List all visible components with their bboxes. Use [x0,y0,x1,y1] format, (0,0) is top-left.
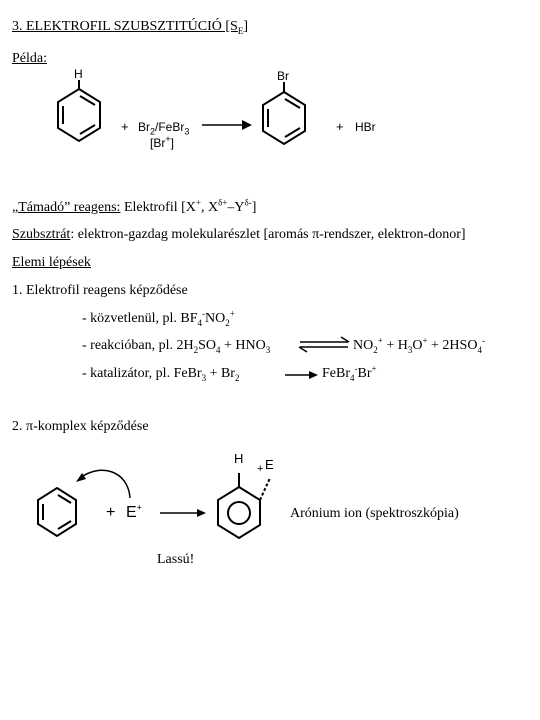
reagent-label [138,119,189,135]
bromonium-charge: + [165,134,171,144]
direct-text: - közvetlenül, pl. BF [82,311,198,326]
forward-arrow [160,509,206,517]
hydrogen-label: H [74,67,83,81]
equilibrium-arrows [299,337,349,352]
inreaction-rs2: 3 [407,344,413,355]
step2-title: 2. π-komplex képződése [12,419,149,434]
direct-sup2: + [229,308,235,319]
in-reaction-line-left [82,338,270,354]
bromonium-label [150,135,174,151]
inreaction-r4: + 2HSO [427,338,478,353]
arenium-ion-ring [218,473,270,538]
substrate-line [12,227,466,243]
attacking-sup2: δ+ [218,197,228,208]
arenium-e-label: E [265,457,274,472]
inreaction-rsup3: - [481,335,485,346]
inreaction-s3: 3 [265,344,271,355]
arenium-hydrogen-label: H [234,451,244,466]
catalyst-s1: 3 [201,372,207,383]
electrophile-e: E [126,504,137,521]
attacking-end: ] [251,200,257,215]
inreaction-right: NO [353,338,374,353]
inreaction-rs3: 4 [477,344,482,355]
inreaction-r2: + H [382,338,408,353]
catalyst-r2: Br [357,366,372,381]
inreaction-rsup2: + [422,335,428,346]
direct-rest: NO [205,311,226,326]
curved-attack-arrow [76,470,130,498]
catalyst-s2: 2 [234,372,240,383]
attacking-reagent-line [12,197,257,216]
electrophile-label [126,502,142,521]
catalyst-rsup2: + [371,363,377,374]
reaction-arrow [202,120,252,130]
hbr-label: HBr [355,120,376,134]
step1-title: 1. Elektrofil reagens képződése [12,283,188,298]
inreaction-t3: + HNO [220,338,266,353]
bromonium-close: ] [170,136,174,150]
bromonium-text: [Br [150,136,166,150]
direct-sub2: 2 [225,317,230,328]
bromine-label: Br [277,69,289,83]
benzene-ring [58,80,100,141]
inreaction-r3: O [412,338,423,353]
bromobenzene-ring [263,82,305,144]
catalyst-arrow [285,371,318,379]
steps-label: Elemi lépések [12,255,91,270]
inreaction-s1: 2 [193,344,199,355]
catalyst-rs1: 4 [350,372,355,383]
heading-close: ] [243,19,248,34]
attacking-sup3: δ- [244,197,252,208]
benzene-ring-2 [38,488,76,536]
attacking-text: Elektrofil [X [120,200,196,215]
catalyst-t2: + Br [206,366,235,381]
substrate-label: Szubsztrát [12,227,71,242]
attacking-dash: –Y [227,200,245,215]
reagent-br: Br [138,120,150,134]
attacking-mid: , X [200,200,219,215]
plus-sign-3: + [106,504,116,521]
catalyst-rsup1: - [354,363,358,374]
attacking-sup1: + [195,197,201,208]
attacking-label: „Támadó” reagens: [12,200,121,215]
substrate-text: : elektron-gazdag molekularészlet [aromás π-rendszer, elektron-donor] [70,227,466,242]
catalyst-right: FeBr [322,366,350,381]
example-label: Példa: [12,51,47,66]
catalyst-text: - katalizátor, pl. FeBr [82,366,202,381]
arenium-plus: + [257,463,264,475]
catalyst-line-left [82,366,239,382]
reagent-sub: 2 [150,126,156,137]
plus-sign: + [121,119,129,134]
inreaction-text: - reakcióban, pl. 2H [82,338,194,353]
plus-sign-2: + [336,119,344,134]
heading-subscript: E [237,25,244,36]
direct-sub: 4 [197,317,202,328]
reagent-sub2: 3 [184,126,190,137]
inreaction-rsup1: + [377,335,383,346]
heading-text: 3. ELEKTROFIL SZUBSZTITÚCIÓ [S [12,19,238,34]
arenium-ion-caption: Arónium ion (spektroszkópia) [290,506,459,521]
inreaction-rs1: 2 [373,344,378,355]
reagent-febr: /FeBr [155,120,185,134]
in-reaction-line-right [353,335,485,355]
direct-sup: - [202,308,205,319]
slow-step-label: Lassú! [157,552,195,567]
inreaction-t2: SO [198,338,216,353]
electrophile-charge: + [136,502,142,513]
inreaction-s2: 4 [215,344,221,355]
catalyst-line-right [322,363,377,383]
direct-line [82,308,235,328]
